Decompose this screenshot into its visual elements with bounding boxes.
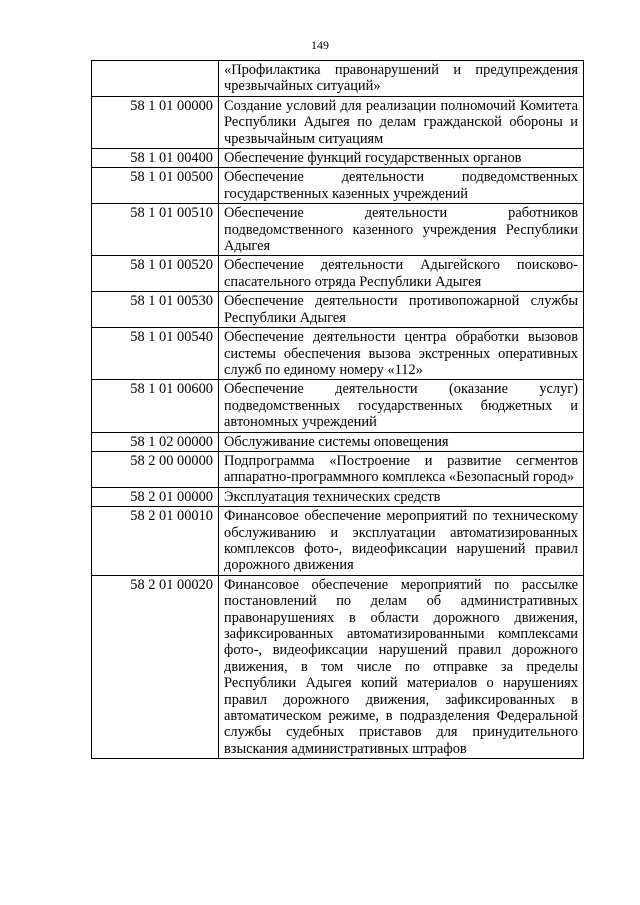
name-cell: Обслуживание системы оповещения xyxy=(219,432,584,451)
name-cell: Финансовое обеспечение мероприятий по техническому обслуживанию и эксплуатации автоматизированных комплексов фото-, видеофиксации нарушений правил дорожного движения xyxy=(219,507,584,576)
name-cell: Обеспечение функций государственных органов xyxy=(219,149,584,168)
table-row xyxy=(92,432,584,451)
code-cell: 58 1 02 00000 xyxy=(92,432,219,451)
table-row xyxy=(92,149,584,168)
table-row xyxy=(92,168,584,204)
name-cell: Обеспечение деятельности (оказание услуг) подведомственных государственных бюджетных и автономных учреждений xyxy=(219,380,584,432)
name-cell: Обеспечение деятельности работников подведомственного казенного учреждения Республики Адыгея xyxy=(219,204,584,256)
code-cell: 58 1 01 00500 xyxy=(92,168,219,204)
code-cell xyxy=(92,61,219,97)
code-cell: 58 2 01 00010 xyxy=(92,507,219,576)
code-cell: 58 1 01 00600 xyxy=(92,380,219,432)
code-cell: 58 1 01 00540 xyxy=(92,328,219,380)
name-cell: Подпрограмма «Построение и развитие сегментов аппаратно-программного комплекса «Безопасный город» xyxy=(219,451,584,487)
code-cell: 58 2 00 00000 xyxy=(92,451,219,487)
table-row xyxy=(92,61,584,97)
table-row xyxy=(92,256,584,292)
code-cell: 58 2 01 00000 xyxy=(92,487,219,506)
code-cell: 58 1 01 00400 xyxy=(92,149,219,168)
table-row xyxy=(92,451,584,487)
name-cell: Обеспечение деятельности противопожарной службы Республики Адыгея xyxy=(219,292,584,328)
table-row xyxy=(92,575,584,758)
page-number: 149 xyxy=(311,38,329,52)
code-cell: 58 1 01 00000 xyxy=(92,96,219,148)
name-cell: Обеспечение деятельности подведомственных государственных казенных учреждений xyxy=(219,168,584,204)
table-row xyxy=(92,328,584,380)
code-cell: 58 1 01 00510 xyxy=(92,204,219,256)
name-cell: Финансовое обеспечение мероприятий по рассылке постановлений по делам об административных правонарушениях в области дорожного движения, зафиксированных автоматизированными комплексами фото-, видеофиксации нарушений правил дорожного движения, в том числе по отправке за пределы Республики Адыгея копий материалов о нарушениях правил дорожного движения, зафиксированных в автоматическом режиме, в подразделения Федеральной службы судебных приставов для принудительного взыскания административных штрафов xyxy=(219,575,584,758)
code-cell: 58 1 01 00530 xyxy=(92,292,219,328)
table-row xyxy=(92,507,584,576)
name-cell: Эксплуатация технических средств xyxy=(219,487,584,506)
code-cell: 58 1 01 00520 xyxy=(92,256,219,292)
code-cell: 58 2 01 00020 xyxy=(92,575,219,758)
table-row xyxy=(92,380,584,432)
table-row xyxy=(92,96,584,148)
budget-classification-table xyxy=(91,60,584,759)
table-row xyxy=(92,204,584,256)
table-row xyxy=(92,292,584,328)
name-cell: Создание условий для реализации полномочий Комитета Республики Адыгея по делам гражданской обороны и чрезвычайным ситуациям xyxy=(219,96,584,148)
name-cell: «Профилактика правонарушений и предупреждения чрезвычайных ситуаций» xyxy=(219,61,584,97)
name-cell: Обеспечение деятельности Адыгейского поисково-спасательного отряда Республики Адыгея xyxy=(219,256,584,292)
name-cell: Обеспечение деятельности центра обработки вызовов системы обеспечения вызова экстренных оперативных служб по единому номеру «112» xyxy=(219,328,584,380)
table-row xyxy=(92,487,584,506)
